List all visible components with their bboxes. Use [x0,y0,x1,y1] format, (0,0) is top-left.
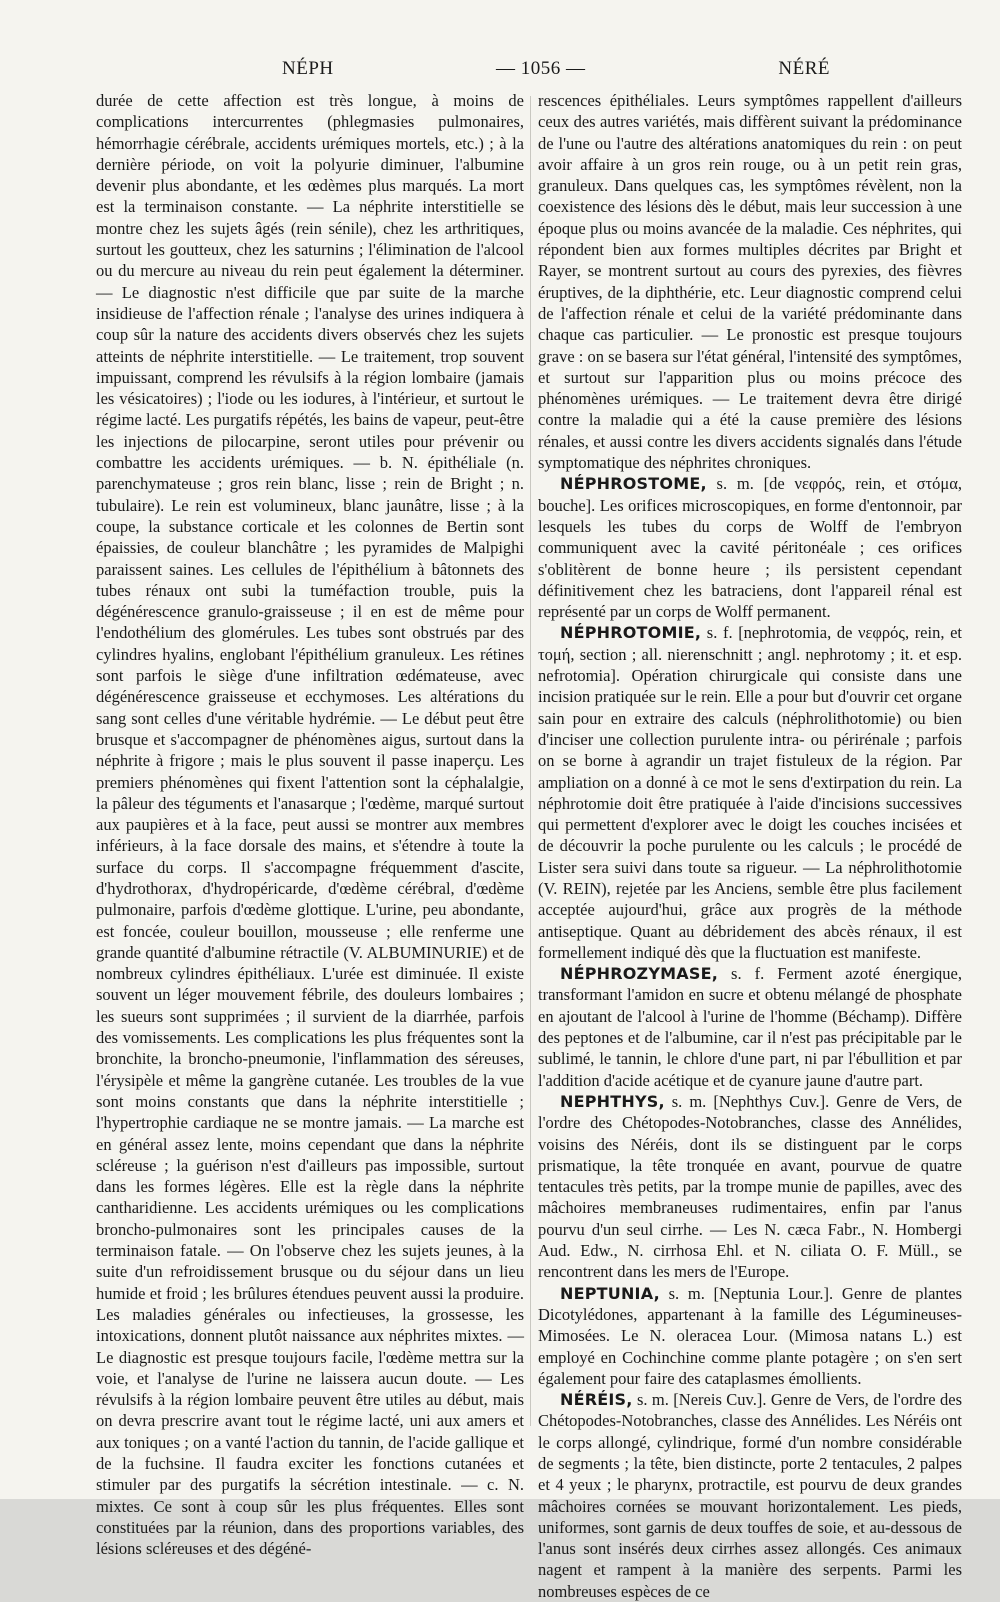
entry-nephrozymase [538,963,962,1091]
entry-definition: s. f. Ferment azoté énergique, transformant l'amidon en sucre et obtenu mélangé de phosphate en ajoutant de l'alcool à l'urine de l'homme (Béchamp). Diffère des peptones et de l'albumine, car il n'est pas précipitable par le sublimé, le tannin, le chlore d'une part, ni par l'ébullition et par l'addition d'acide acétique et de cyanure jaune d'autre part. [538,964,962,1090]
entry-nephrostome [538,473,962,622]
entry-headword: NÉPHROSTOME, [560,474,707,494]
entry-definition: s. m. [Neptunia Lour.]. Genre de plantes Dicotylédones, appartenant à la famille des Légumineuses-Mimosées. Le N. oleracea Lour. (Mimosa natans L.) est employé en Cochinchine comme plante potagère ; on s'en sert également pour faire des cataplasmes émollients. [538,1283,962,1388]
column-divider [530,96,531,1426]
page-number: — 1056 — [496,58,586,79]
entry-nephrotomie [538,622,962,963]
right-column [538,90,962,1602]
entry-nereis [538,1389,962,1602]
left-column [96,90,524,1559]
page-header [96,58,970,88]
header-left-guideword: NÉPH [282,58,334,79]
entry-headword: NÉPHROZYMASE, [560,964,718,984]
entry-definition: s. m. [Nereis Cuv.]. Genre de Vers, de l'ordre des Chétopodes-Notobranches, classe des Annélides. Les Néréis ont le corps allongé, cylindrique, formé d'un nombre considérable de segments ; la tête, bien distincte, porte 2 tentacules, 2 palpes et 4 yeux ; le pharynx, protractile, est pourvu de deux grandes mâchoires cornées se mouvant horizontalement. Les pieds, uniformes, sont garnis de deux touffes de soie, et au-dessous de l'anus sont insérés deux cirrhes assez allongés. Ces animaux nagent et rampent à la manière des serpents. Parmi les nombreuses espèces de ce [538,1390,962,1601]
entry-headword: NEPHTHYS, [560,1091,665,1111]
entry-nephthys [538,1091,962,1283]
right-column-intro: rescences épithéliales. Leurs symptômes rappellent d'ailleurs ceux des autres variétés, mais diffèrent suivant la prédominance de l'une ou l'autre des altérations anatomiques du rein : on peut avoir affaire à un gros rein rouge, ou à un petit rein gras, granuleux. Dans quelques cas, les symptômes révèlent, non la coexistence des lésions dès le début, mais leur succession à une époque plus ou moins avancée de la maladie. Ces néphrites, qui répondent bien aux formes multiples décrites par Bright et Rayer, se montrent surtout au cours des pyrexies, des fièvres éruptives, de la diphthérie, etc. Leur diagnostic comprend celui de l'affection rénale et celui de la variété prédominante dans chaque cas particulier. — Le pronostic est presque toujours grave : on se basera sur l'état général, l'intensité des symptômes, et surtout sur l'apparition plus ou moins précoce des phénomènes urémiques. — Le traitement devra être dirigé contre la maladie qui a été la cause première des lésions rénales, et aussi contre les divers accidents signalés dans l'étude symptomatique des néphrites chroniques. [538,91,962,473]
entry-neptunia [538,1283,962,1389]
header-right-guideword: NÉRÉ [778,58,830,79]
entry-definition: s. m. [de νεφρός, rein, et στόμα, bouche]. Les orifices microscopiques, en forme d'entonnoir, par lesquels les tubes du corps de Wolff de l'embryon communiquent avec la cavité péritonéale ; ces orifices s'oblitèrent de bonne heure ; ils persistent cependant définitivement chez les batraciens, dont l'appareil rénal est représenté par un corps de Wolff permanent. [538,474,962,622]
entry-headword: NEPTUNIA, [560,1283,660,1303]
entry-headword: NÉRÉIS, [560,1390,633,1410]
entry-headword: NÉPHROTOMIE, [560,623,702,643]
entry-definition: s. m. [Nephthys Cuv.]. Genre de Vers, de l'ordre des Chétopodes-Notobranches, classe des Annélides, voisins des Néréis, dont ils se distinguent par le corps prismatique, la tête tronquée en avant, pourvue de quatre tentacules très petits, par la trompe munie de papilles, avec des mâchoires membraneuses rudimentaires, enfin par l'anus pourvu d'un seul cirrhe. — Les N. cæca Fabr., N. Hombergi Aud. Edw., N. cirrhosa Ehl. et N. ciliata O. F. Müll., se rencontrent dans les mers de l'Europe. [538,1091,962,1282]
entry-definition: s. f. [nephrotomia, de νεφρός, rein, et τομή, section ; all. nierenschnitt ; angl. nephrotomy ; it. et esp. nefrotomia]. Opération chirurgicale qui consiste dans une incision pratiquée sur le rein. Elle a pour but d'ouvrir cet organe sain pour en extraire des calculs (néphrolithotomie) ou bien d'inciser une collection purulente intra- ou périrénale ; parfois on se borne à agrandir un trajet fistuleux de la région. Par ampliation on a donné à ce mot le sens d'extirpation du rein. La néphrotomie doit être pratiquée à l'aide d'incisions successives qui permettent d'explorer avec le doigt les couches incisées et de découvrir la poche purulente ou les calculs ; le procédé de Lister sera suivi dans toute sa rigueur. — La néphrolithotomie (V. REIN), rejetée par les Anciens, semble être plus facilement acceptée aujourd'hui, grâce aux progrès de la méthode antiseptique. Quant au débridement des abcès rénaux, il est formellement indiqué dès que la fluctuation est manifeste. [538,623,962,962]
left-column-text: durée de cette affection est très longue, à moins de complications intercurrentes (phlegmasies pulmonaires, hémorrhagie cérébrale, accidents urémiques mortels, etc.) ; à la dernière période, on voit la polyurie diminuer, l'albumine devenir plus abondante, et les œdèmes plus marqués. La mort est la terminaison constante. — La néphrite interstitielle se montre chez les sujets âgés (rein sénile), chez les arthritiques, surtout les goutteux, chez les saturnins ; l'élimination de l'alcool ou du mercure au niveau du rein peut également la déterminer. — Le diagnostic n'est difficile que par suite de la marche insidieuse de l'affection rénale ; l'analyse des urines indiquera à coup sûr la nature des accidents divers observés chez les sujets atteints de néphrite interstitielle. — Le traitement, trop souvent impuissant, comprend les révulsifs à la région lombaire (jamais les vésicatoires) ; l'iode ou les iodures, à l'intérieur, et surtout le régime lacté. Les purgatifs répétés, les bains de vapeur, peut-être les injections de pilocarpine, seront utiles pour prévenir ou combattre les accidents urémiques. — b. N. épithéliale (n. parenchymateuse ; gros rein blanc, lisse ; rein de Bright ; n. tubulaire). Le rein est volumineux, blanc jaunâtre, lisse ; à la coupe, la substance corticale et les colonnes de Bertin sont épaissies, de couleur blanchâtre ; les pyramides de Malpighi paraissent saines. Les cellules de l'épithélium à bâtonnets des tubes rénaux ont subi la tuméfaction trouble, puis la dégénérescence granulo-graisseuse ; il en est de même pour l'endothélium des glomérules. Les tubes sont obstrués par des cylindres hyalins, englobant l'épithélium granuleux. Les rétines sont parfois le siège d'une infiltration œdémateuse, avec dégénérescence graisseuse et ecchymoses. Les altérations du sang sont celles d'une véritable hydrémie. — Le début peut être brusque et s'accompagner de phénomènes aigus, surtout dans la néphrite à frigore ; mais le plus souvent il passe inaperçu. Les premiers phénomènes qui fixent l'attention sont la céphalalgie, la pâleur des téguments et l'anasarque ; l'œdème, marqué surtout aux paupières et à la face, peut aussi se montrer aux membres inférieurs, à la face dorsale des mains, et s'étendre à toute la surface du corps. Il s'accompagne fréquemment d'ascite, d'hydrothorax, d'hydropéricarde, d'œdème cérébral, d'œdème pulmonaire, parfois d'œdème glottique. L'urine, peu abondante, est foncée, couleur bouillon, mousseuse ; elle renferme une grande quantité d'albumine rétractile (V. ALBUMINURIE) et de nombreux cylindres épithéliaux. L'urée est diminuée. Il existe souvent un léger mouvement fébrile, des douleurs lombaires ; les sueurs sont supprimées ; il survient de la diarrhée, parfois des vomissements. Les complications les plus fréquentes sont la bronchite, la broncho-pneumonie, l'inflammation des séreuses, l'érysipèle et même la gangrène cutanée. Les troubles de la vue sont moins constants que dans la néphrite interstitielle ; l'hypertrophie cardiaque ne se montre jamais. — La marche est en général assez lente, moins cependant que dans la néphrite scléreuse ; la guérison n'est d'ailleurs pas impossible, surtout dans les formes légères. Elle est la règle dans la néphrite cantharidienne. Les accidents urémiques ou les complications broncho-pulmonaires sont les principales causes de la terminaison fatale. — On l'observe chez les sujets jeunes, à la suite d'un refroidissement brusque ou du séjour dans un lieu humide et froid ; les brûlures étendues peuvent aussi la produire. Les maladies générales ou infectieuses, la grossesse, les intoxications, donnent plutôt naissance aux néphrites mixtes. — Le diagnostic est presque toujours facile, l'œdème mettra sur la voie, et l'analyse de l'urine ne laissera aucun doute. — Les révulsifs à la région lombaire peuvent être utiles au début, mais on devra prescrire avant tout le régime lacté, uni aux amers et aux toniques ; on a vanté l'action du tannin, de l'acide gallique et de la fuchsine. Il faudra exciter les fonctions cutanées et stimuler par des purgatifs la sécrétion intestinale. — c. N. mixtes. Ce sont à coup sûr les plus fréquentes. Elles sont constituées par la réunion, dans des proportions variables, des lésions scléreuses et des dégéné- [96,91,524,1559]
